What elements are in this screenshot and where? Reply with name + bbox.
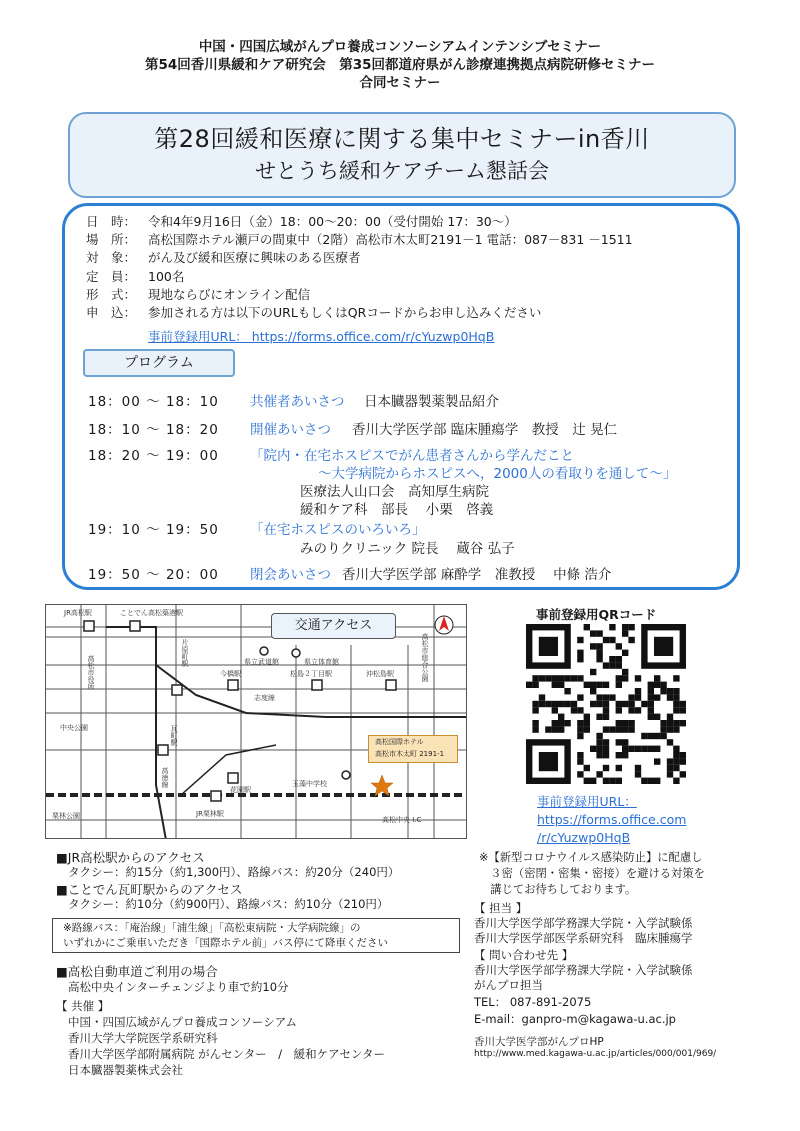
program-time-4: 19：10 ～ 19：50	[88, 522, 219, 538]
qr-title: 事前登録用QRコード	[536, 607, 657, 622]
program-title-1: 共催者あいさつ	[250, 394, 345, 410]
inquiry-line-1: 香川大学医学部学務課大学院・入学試験係	[474, 963, 693, 977]
compass-north-icon	[435, 616, 453, 634]
cohost-line-1: 中国・四国広域がんプロ養成コンソーシアム	[68, 1015, 297, 1029]
map-label-kotoku-line: 高徳線	[161, 767, 169, 788]
contact-tel: TEL： 087-891-2075	[474, 995, 592, 1009]
inquiry-heading: 【 問い合わせ先 】	[474, 948, 574, 962]
bus-note: ※路線バス：「庵治線」「浦生線」「高松東病院・大学病院線」の いずれかにご乗車いただき「国際ホテル前」バス停にて降車ください	[52, 918, 460, 953]
program-time-2: 18：10 ～ 18：20	[88, 422, 219, 438]
info-row-target: 対 象： がん及び緩和医療に興味のある医療者	[86, 250, 361, 266]
hotel-callout	[368, 735, 458, 763]
access-car-detail: 高松中央インターチェンジより車で約10分	[68, 980, 289, 994]
map-label-budokan: 県立武道館	[244, 658, 279, 666]
map-label-hanazono: 花園駅	[230, 786, 251, 794]
program-title-3: 「院内・在宅ホスピスでがん患者さんから学んだこと	[250, 448, 574, 464]
map-label-okimatsushima: 沖松島駅	[366, 670, 394, 678]
map-label-taiikukan: 県立体育館	[304, 658, 339, 666]
map-label-kataharamachi: 片原町駅	[181, 639, 189, 667]
program-title-2: 開催あいさつ	[250, 422, 331, 438]
registration-url-link[interactable]: 事前登録用URL： https://forms.office.com/r/cYuzwp0HqB	[148, 329, 495, 344]
program-time-1: 18：00 ～ 18：10	[88, 394, 219, 410]
title-box	[68, 112, 736, 198]
access-kotoden-heading: ■ことでん瓦町駅からのアクセス	[56, 882, 243, 897]
info-row-format: 形 式： 現地ならびにオンライン配信	[86, 286, 311, 302]
map-roads	[46, 605, 467, 839]
map-heading: 交通アクセス	[271, 613, 396, 639]
program-detail-3: 医療法人山口会 高知厚生病院	[300, 484, 489, 500]
qr-url[interactable]: 事前登録用URL： https://forms.office.com /r/cYuzwp0HqB	[537, 794, 687, 845]
map-label-shiyakusho: 高松市役所	[87, 655, 95, 690]
sub-title: せとうち緩和ケアチーム懇話会	[255, 159, 549, 183]
program-title-4: 「在宅ホスピスのいろいろ」	[250, 522, 426, 538]
map-label-chuo-koen: 中央公園	[60, 724, 88, 732]
map-label-school: 玉藻中学校	[292, 780, 327, 788]
hotel-name: 高松国際ホテル	[375, 738, 424, 746]
header-line-1: 中国・四国広域がんプロ養成コンソーシアムインテンシブセミナー	[198, 39, 602, 55]
header-block	[0, 38, 800, 92]
map-label-park: 高松市総合公園	[421, 633, 429, 682]
staff-line-2: 香川大学医学部医学系研究科 臨床腫瘍学	[474, 931, 693, 945]
main-title: 第28回緩和医療に関する集中セミナーin香川	[154, 125, 650, 153]
map-label-jr-takamatsu: JR高松駅	[64, 609, 92, 617]
program-detail-5: 香川大学医学部 麻酔学 准教授 中條 浩介	[342, 567, 612, 583]
program-time-3: 18：20 ～ 19：00	[88, 448, 219, 464]
info-row-apply: 申 込： 参加される方は以下のURLもしくはQRコードからお申し込みください	[86, 305, 542, 321]
cohost-line-3: 香川大学医学部附属病院 がんセンター / 緩和ケアセンター	[68, 1047, 385, 1061]
map-label-ic: 高松中央 I.C	[382, 816, 422, 824]
staff-heading: 【 担当 】	[474, 901, 528, 915]
program-title-5: 閉会あいさつ	[250, 567, 331, 583]
corona-note: ※【新型コロナウイルス感染防止】に配慮し ３密（密閉・密集・密接）を避ける対策を 講じてお待ちしております。	[479, 851, 705, 896]
program-detail-3b: 緩和ケア科 部長 小栗 啓義	[300, 502, 494, 518]
info-row-date: 日 時： 令和4年9月16日（金）18：00～20：00（受付開始 17：30～）	[86, 214, 517, 229]
contact-email[interactable]: E-mail：ganpro-m@kagawa-u.ac.jp	[474, 1012, 676, 1026]
event-info	[86, 213, 633, 322]
map-label-ritsurin-koen: 栗林公園	[52, 812, 80, 820]
map-label-shido-line: 志度線	[254, 694, 275, 702]
map-label-matsushima: 松島２丁目駅	[290, 670, 332, 678]
qr-code-icon[interactable]	[526, 624, 686, 784]
hp-label: 香川大学医学部がんプロHP	[474, 1036, 604, 1048]
program-title-3b: ～大学病院からホスピスへ，2000人の看取りを通して～」	[318, 466, 677, 482]
hp-url[interactable]: http://www.med.kagawa-u.ac.jp/articles/000/001/969/	[474, 1049, 717, 1059]
staff-line-1: 香川大学医学部学務課大学院・入学試験係	[474, 916, 693, 930]
access-kotoden-detail: タクシー：約10分（約900円）、路線バス：約10分（210円）	[68, 897, 389, 911]
map-label-kotoden: ことでん高松築港駅	[120, 609, 183, 617]
program-heading: プログラム	[83, 349, 235, 377]
star-marker-icon	[371, 775, 393, 796]
access-map	[45, 604, 467, 839]
program-detail-2: 香川大学医学部 臨床腫瘍学 教授 辻 晃仁	[352, 422, 618, 438]
cohost-line-2: 香川大学大学院医学系研究科	[68, 1031, 218, 1045]
program-detail-4: みのりクリニック 院長 蔵谷 弘子	[300, 541, 515, 557]
cohost-line-4: 日本臓器製薬株式会社	[68, 1063, 183, 1077]
map-label-ritsurin-station: JR栗林駅	[196, 810, 224, 818]
access-car-heading: ■高松自動車道ご利用の場合	[56, 964, 218, 979]
map-label-imabashi: 今橋駅	[220, 670, 241, 678]
cohost-heading: 【 共催 】	[56, 999, 110, 1013]
access-jr-heading: ■JR高松駅からのアクセス	[56, 850, 205, 865]
hotel-address: 高松市木太町 2191-1	[375, 750, 445, 758]
header-line-2: 第54回香川県緩和ケア研究会 第35回都道府県がん診療連携拠点病院研修セミナー	[144, 57, 656, 73]
info-row-venue: 場 所： 高松国際ホテル瀬戸の間東中（2階）高松市木太町2191－1 電話：087－831 －1511	[86, 232, 633, 248]
program-time-5: 19：50 ～ 20：00	[88, 567, 219, 583]
program-detail-1: 日本臓器製薬製品紹介	[364, 394, 499, 410]
inquiry-line-2: がんプロ担当	[474, 978, 543, 992]
info-row-capacity: 定 員： 100名	[86, 268, 185, 284]
access-jr-detail: タクシー：約15分（約1,300円）、路線バス：約20分（240円）	[68, 865, 400, 879]
map-label-kawaramachi: 瓦町駅	[170, 725, 178, 746]
header-line-3: 合同セミナー	[359, 75, 441, 91]
